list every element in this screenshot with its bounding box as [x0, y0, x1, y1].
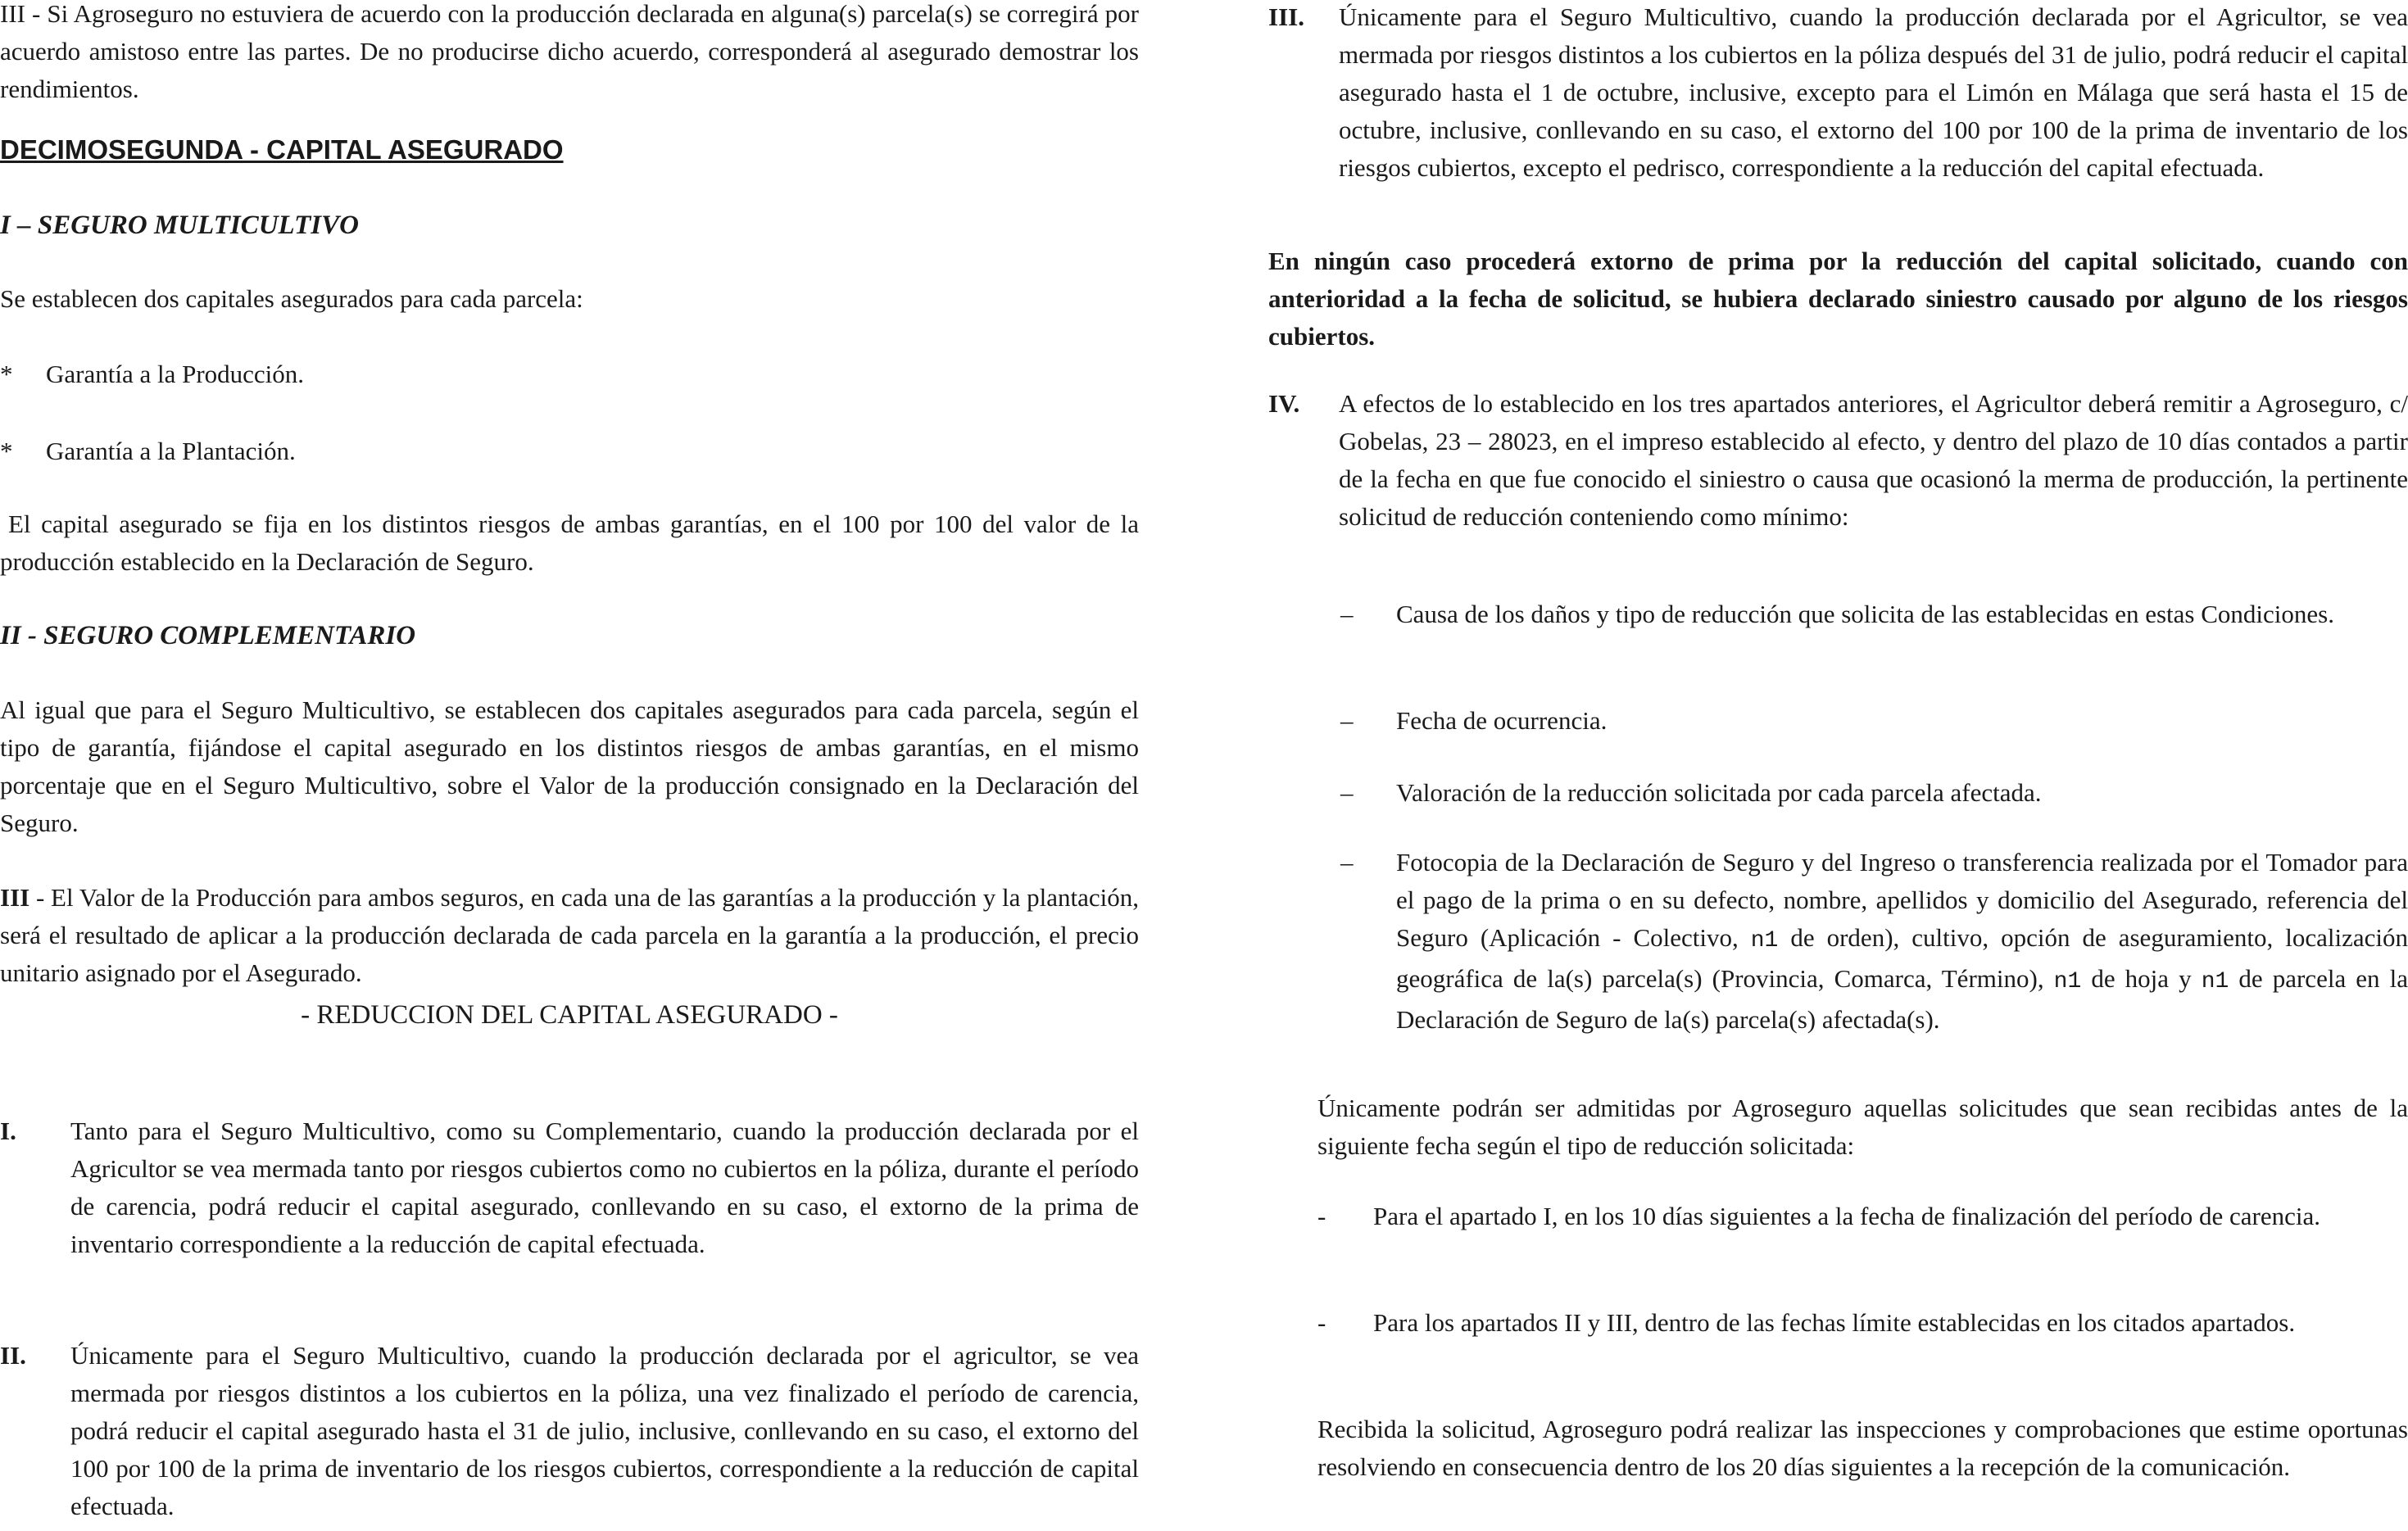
list-item-valoracion	[1340, 774, 2408, 812]
list-item-text	[1396, 844, 2408, 1039]
paragraph-unicamente-podran: Únicamente podrán ser admitidas por Agroseguro aquellas solicitudes que sean recibidas antes de la siguiente fecha según el tipo de reducción solicitada:	[1317, 1094, 2408, 1160]
list-item-apartado-i	[1317, 1198, 2408, 1235]
n1-mark: n1	[2053, 969, 2082, 994]
list-item-fecha	[1340, 702, 2408, 740]
numbered-item-iv	[1268, 385, 2408, 536]
n1-mark: n1	[2201, 969, 2229, 994]
item-number: I.	[0, 1117, 16, 1145]
subheading-seguro-complementario: II - SEGURO COMPLEMENTARIO	[0, 621, 416, 650]
paragraph-al-igual: Al igual que para el Seguro Multicultivo, se establecen dos capitales asegurados para cada parcela, según el tipo de garantía, fijándose el capital asegurado en los distintos riesgos de ambas garantías, en el mismo porcentaje que en el Seguro Multicultivo, sobre el Valor de la producción consignado en la Declaración del Seguro.	[0, 695, 1139, 837]
list-item-causa	[1340, 596, 2408, 633]
list-item-text: Garantía a la Producción.	[46, 360, 305, 388]
n1-mark: n1	[1750, 928, 1779, 953]
asterisk-mark: *	[0, 360, 13, 388]
asterisk-mark: *	[0, 437, 13, 465]
list-item-text: Para el apartado I, en los 10 días siguientes a la fecha de finalización del período de carencia.	[1373, 1202, 2320, 1230]
valor-label: III	[0, 883, 30, 912]
paragraph-recibida-solicitud: Recibida la solicitud, Agroseguro podrá realizar las inspecciones y comprobaciones que estime oportunas resolviendo en consecuencia dentro de los 20 días siguientes a la recepción de la comunicación.	[1317, 1415, 2408, 1481]
item-number: IV.	[1268, 389, 1300, 418]
dash-mark: -	[1317, 1308, 1326, 1337]
fotocopia-part-d: de parcela en la Declaración de Seguro de la(s) parcela(s) afectada(s).	[1396, 964, 2408, 1034]
paragraph-dos-capitales: Se establecen dos capitales asegurados para cada parcela:	[0, 284, 583, 313]
item-number: III.	[1268, 2, 1304, 31]
item-text: Únicamente para el Seguro Multicultivo, cuando la producción declarada por el Agricultor, se vea mermada por riesgos distintos a los cubiertos en la póliza después del 31 de julio, podrá reducir el capital asegurado hasta el 1 de octubre, inclusive, excepto para el Limón en Málaga que será hasta el 15 de octubre, inclusive, conllevando en su caso, el extorno del 100 por 100 de la prima de inventario de los riesgos cubiertos, excepto el pedrisco, correspondiente a la reducción del capital efectuada.	[1339, 2, 2408, 182]
list-item-text: Para los apartados II y III, dentro de las fechas límite establecidas en los citados apartados.	[1373, 1308, 2296, 1337]
dash-mark: -	[1317, 1202, 1326, 1230]
numbered-item-iii	[1268, 0, 2408, 187]
list-item-garantia-produccion	[0, 356, 1139, 393]
paragraph-capital-fija: El capital asegurado se fija en los distintos riesgos de ambas garantías, en el 100 por 100 del valor de la producción establecido en la Declaración de Seguro.	[0, 510, 1139, 576]
section-heading-decimosegunda: DECIMOSEGUNDA - CAPITAL ASEGURADO	[0, 134, 564, 165]
fotocopia-part-c: de hoja y	[2081, 964, 2202, 993]
list-item-text: Fecha de ocurrencia.	[1396, 706, 1608, 735]
dash-mark: –	[1340, 848, 1354, 876]
numbered-item-i	[0, 1112, 1139, 1263]
list-item-fotocopia	[1340, 844, 2408, 1039]
dash-mark: –	[1340, 778, 1354, 807]
valor-text: - El Valor de la Producción para ambos seguros, en cada una de las garantías a la producción y la plantación, será el resultado de aplicar a la producción declarada de cada parcela en la garantía a la producción, el precio unitario asignado por el Asegurado.	[0, 883, 1139, 987]
list-item-text: Garantía a la Plantación.	[46, 437, 296, 465]
list-item-apartados-ii-iii	[1317, 1304, 2408, 1342]
dash-mark: –	[1340, 600, 1354, 628]
subheading-seguro-multicultivo: I – SEGURO MULTICULTIVO	[0, 211, 359, 240]
item-text: Tanto para el Seguro Multicultivo, como su Complementario, cuando la producción declarada por el Agricultor se vea mermada tanto por riesgos cubiertos como no cubiertos en la póliza, durante el período de carencia, podrá reducir el capital asegurado, conllevando en su caso, el extorno de la prima de inventario correspondiente a la reducción de capital efectuada.	[70, 1117, 1139, 1258]
item-text: A efectos de lo establecido en los tres apartados anteriores, el Agricultor deberá remitir a Agroseguro, c/ Gobelas, 23 – 28023, en el impreso establecido al efecto, y dentro del plazo de 10 días contados a partir de la fecha en que fue conocido el siniestro o causa que ocasionó la merma de producción, la pertinente solicitud de reducción conteniendo como mínimo:	[1339, 389, 2408, 531]
item-text: Únicamente para el Seguro Multicultivo, cuando la producción declarada por el agricultor, se vea mermada por riesgos distintos a los cubiertos en la póliza, una vez finalizado el período de carencia, podrá reducir el capital asegurado hasta el 31 de julio, inclusive, conllevando en su caso, el extorno del 100 por 100 de la prima de inventario de los riesgos cubiertos, correspondiente a la reducción de capital efectuada.	[70, 1341, 1139, 1520]
list-item-garantia-plantacion	[0, 433, 1139, 470]
paragraph-ningun-caso: En ningún caso procederá extorno de prima por la reducción del capital solicitado, cuando con anterioridad a la fecha de solicitud, se hubiera declarado siniestro causado por alguno de los riesgos cubiertos.	[1268, 247, 2408, 351]
paragraph-valor-produccion	[0, 879, 1139, 992]
fotocopia-part-a: Fotocopia de la Declaración de Seguro y del Ingreso o transferencia realizada por el Tomador para el pago de la prima o en su defecto, nombre, apellidos y domicilio del Asegurado, referencia del Seguro (Aplicación - Colectivo,	[1396, 848, 2408, 952]
fotocopia-part-b: de orden), cultivo, opción de aseguramiento, localización geográfica de la(s) parcela(s) (Provincia, Comarca, Término),	[1396, 923, 2408, 993]
dash-mark: –	[1340, 706, 1354, 735]
list-item-text: Causa de los daños y tipo de reducción que solicita de las establecidas en estas Condiciones.	[1396, 600, 2334, 628]
paragraph-intro-iii: III - Si Agroseguro no estuviera de acuerdo con la producción declarada en alguna(s) parcela(s) se corregirá por acuerdo amistoso entre las partes. De no producirse dicho acuerdo, corresponderá al asegurado demostrar los rendimientos.	[0, 0, 1139, 103]
numbered-item-ii	[0, 1337, 1139, 1525]
list-item-text: Valoración de la reducción solicitada por cada parcela afectada.	[1396, 778, 2042, 807]
heading-reduccion-capital: - REDUCCION DEL CAPITAL ASEGURADO -	[301, 1000, 838, 1030]
item-number: II.	[0, 1341, 26, 1370]
